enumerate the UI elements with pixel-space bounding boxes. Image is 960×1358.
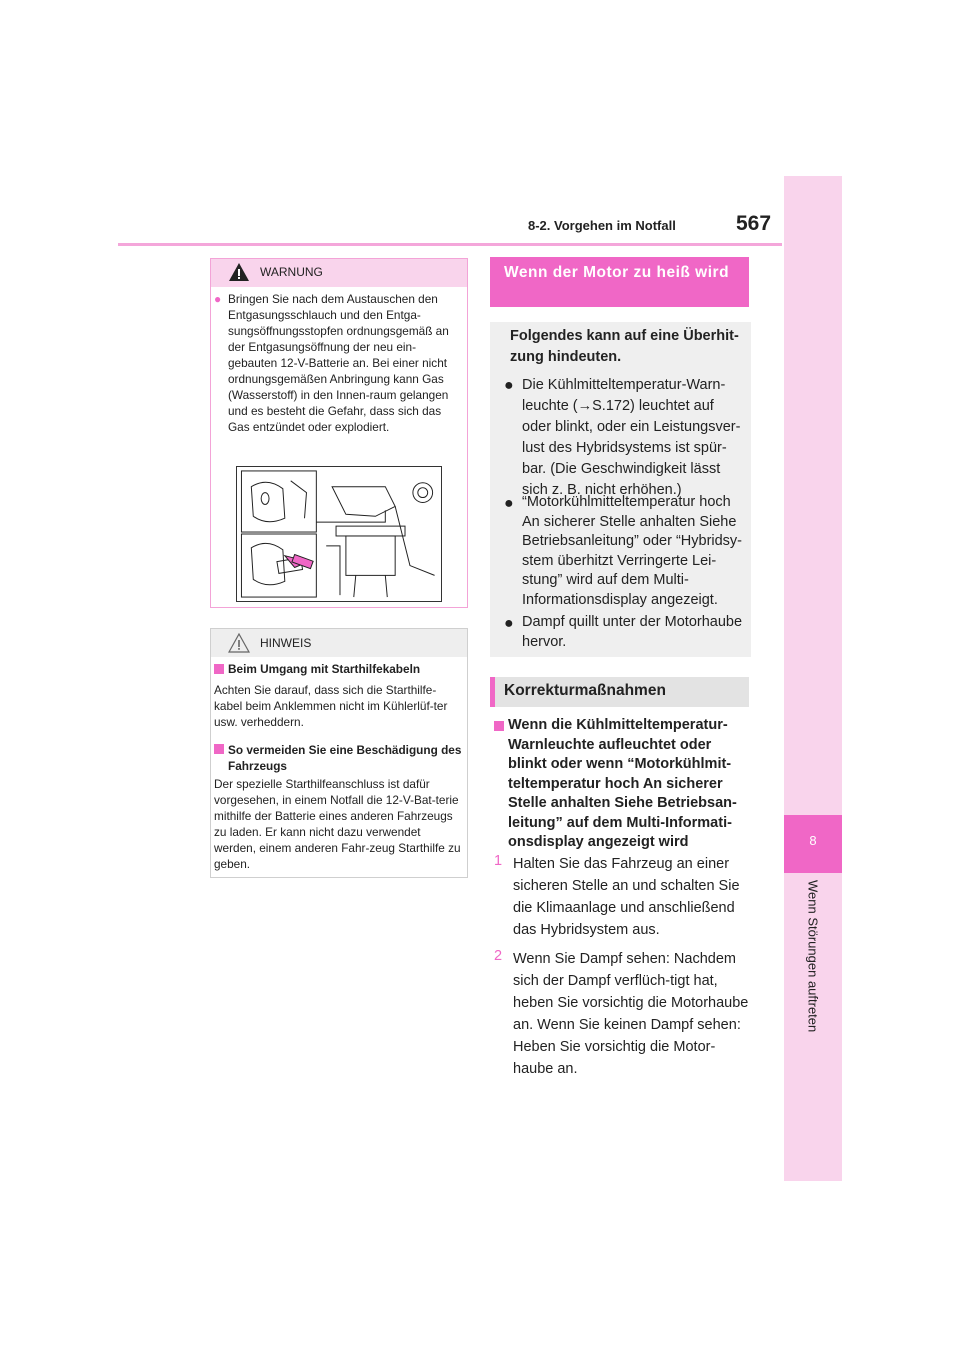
bullet-icon: ● xyxy=(504,495,514,512)
warning-title: WARNUNG xyxy=(260,265,323,279)
chapter-label-wrap xyxy=(790,880,836,1050)
step-number-1: 1 xyxy=(494,853,503,869)
hint-text-jumper-cables: Achten Sie darauf, dass sich die Starthilfe-kabel beim Anklemmen nicht im Kühlerlüf-ter usw. verheddern. xyxy=(214,683,448,729)
hint-title: HINWEIS xyxy=(260,636,312,650)
chapter-label: Wenn Störungen auftreten xyxy=(805,880,821,1033)
step-2-text: Wenn Sie Dampf sehen: Nachdem sich der Dampf verflüch-tigt hat, heben Sie vorsichtig die Motorhaube an. Wenn Sie keinen Dampf sehen: Heben Sie vorsichtig die Motor-haube an. xyxy=(513,951,749,1077)
header-divider xyxy=(118,243,782,246)
overheat-intro: Folgendes kann auf eine Überhit-zung hindeuten. xyxy=(510,328,739,365)
hint-text-damage: Der spezielle Starthilfeanschluss ist dafür vorgesehen, in einem Notfall die 12-V-Bat-terie mithilfe der Batterie eines anderen Fahrzeugs zu laden. Er kann nicht dazu verwendet werden, einem anderen Fahr-zeug Starthilfe zu geben. xyxy=(214,777,461,871)
page-number: 567 xyxy=(736,212,772,235)
overheat-title: Wenn der Motor zu heiß wird xyxy=(504,264,730,281)
overheat-sign-1: Die Kühlmitteltemperatur-Warn-leuchte (→S.172) leuchtet auf oder blinkt, oder ein Leistungsver-lust des Hybridsystems ist spür-bar. (Die Geschwindigkeit lässt sich z. B. nicht erhöhen.) xyxy=(522,377,741,498)
chapter-number: 8 xyxy=(809,833,817,848)
warning-text: Bringen Sie nach dem Austauschen den Entgasungsschlauch und den Entga-sungsöffnungsstopfen ordnungsgemäß an der Entgasungsöffnung der neu ein-gebauten 12-V-Batterie an. Bei einer nicht ordnungsgemäßen Anbringung kann Gas (Wasserstoff) in den Innen-raum gelangen und es besteht die Gefahr, dass sich das Gas entzündet oder explodiert. xyxy=(228,292,449,434)
overheat-sign-3: Dampf quillt unter der Motorhaube hervor. xyxy=(522,614,743,650)
step-number-2: 2 xyxy=(494,948,503,964)
hint-heading-damage: So vermeiden Sie eine Beschädigung des Fahrzeugs xyxy=(228,743,462,773)
bullet-icon: ● xyxy=(214,292,222,306)
square-bullet-icon xyxy=(494,721,504,731)
step-1-text: Halten Sie das Fahrzeug an einer sicheren Stelle an und schalten Sie die Klimaanlage und anschließend das Hybridsystem aus. xyxy=(513,856,740,938)
warning-icon xyxy=(228,262,250,282)
caution-icon xyxy=(228,633,250,653)
section-title: 8-2. Vorgehen im Notfall xyxy=(528,218,676,233)
corrective-accent-bar xyxy=(490,677,495,707)
battery-illustration xyxy=(236,466,442,602)
corrective-title: Korrekturmaßnahmen xyxy=(504,682,666,699)
hint-heading-jumper-cables: Beim Umgang mit Starthilfekabeln xyxy=(228,662,421,676)
condition-heading: Wenn die Kühlmitteltemperatur-Warnleuchte aufleuchtet oder blinkt oder wenn “Motorkühlmit-teltemperatur hoch An sicherer Stelle anhalten Siehe Betriebsan-leitung” auf dem Multi-Informati-onsdisplay angezeigt wird xyxy=(508,717,737,850)
square-bullet-icon xyxy=(214,744,224,754)
overheat-sign-2: “Motorkühlmitteltemperatur hoch An sicherer Stelle anhalten Siehe Betriebsanleitung” oder “Hybridsy-stem überhitzt Verringerte Lei-stung” wird auf dem Multi-Informationsdisplay angezeigt. xyxy=(522,494,743,608)
square-bullet-icon xyxy=(214,664,224,674)
bullet-icon: ● xyxy=(504,615,514,632)
bullet-icon: ● xyxy=(504,377,514,394)
